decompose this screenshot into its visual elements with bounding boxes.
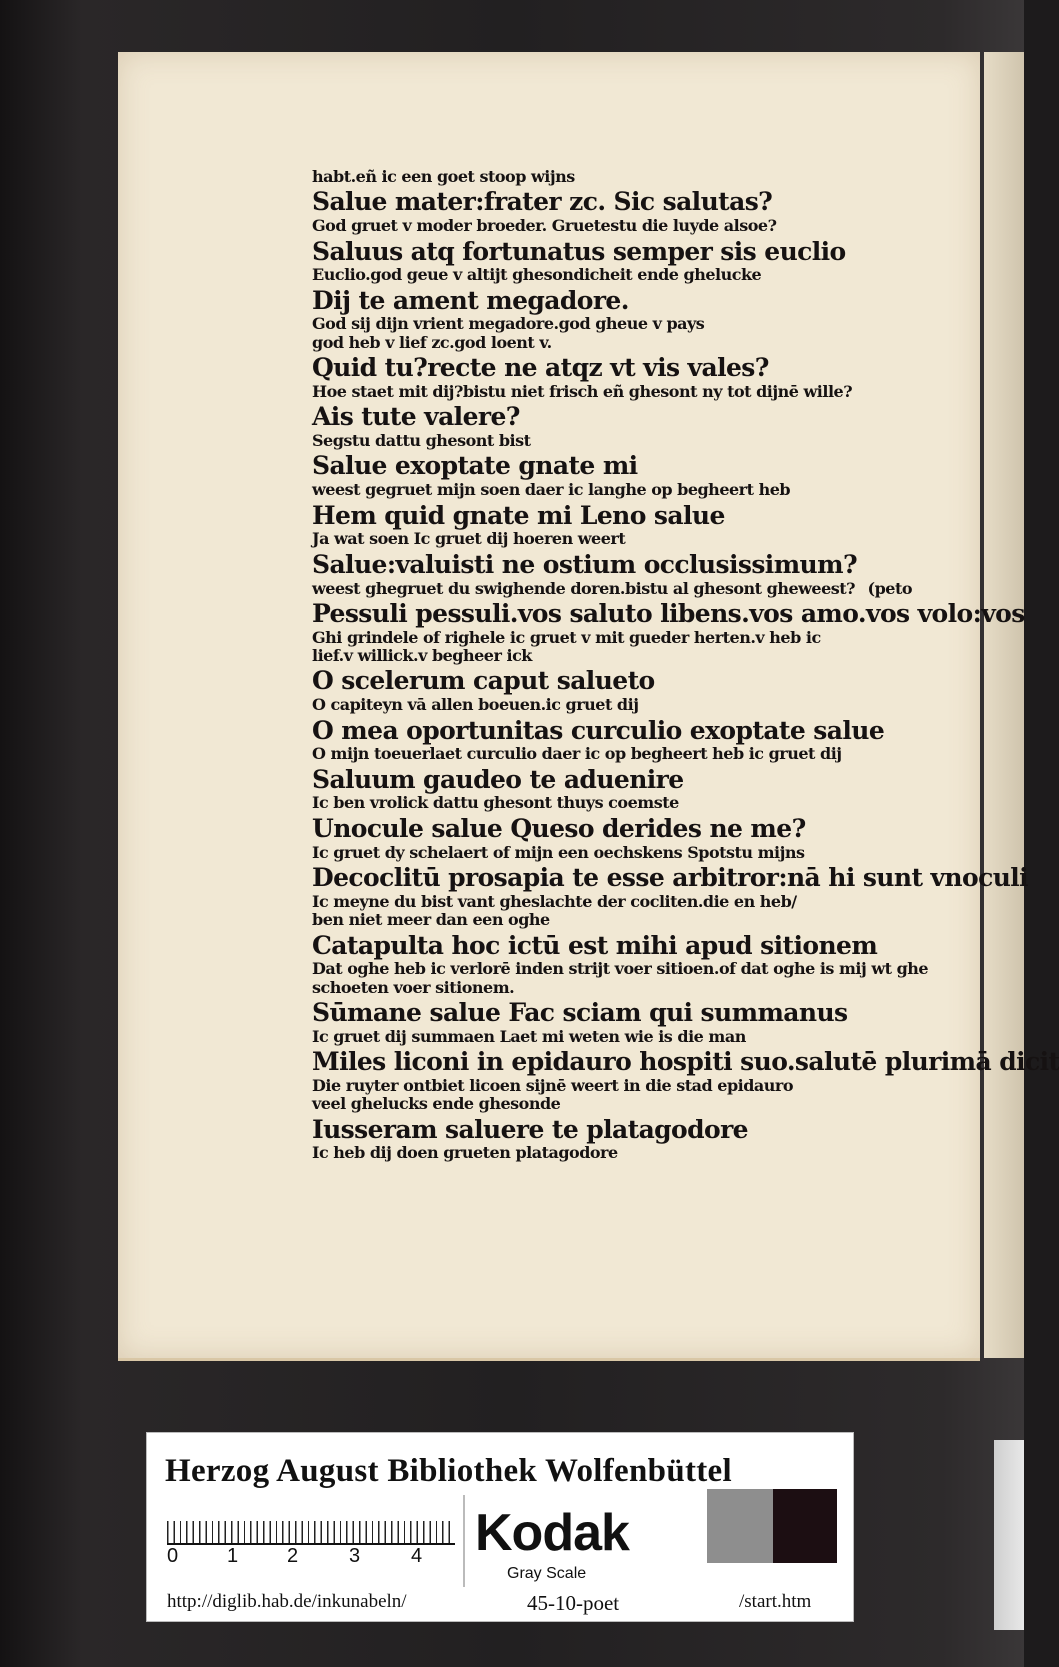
line-text: god heb v lief zc.god loent v. (312, 332, 552, 352)
ruler-scale (167, 1505, 455, 1545)
latin-line (312, 766, 912, 795)
gray-scale-label: Gray Scale (507, 1565, 587, 1582)
line-text: ben niet meer dan een oghe (312, 910, 550, 930)
latin-line (312, 863, 1029, 893)
url-id: 45-10-poet (527, 1591, 620, 1615)
line-text: Salue:valuisti ne ostium occlusissimum? (312, 549, 858, 579)
gray-swatch (707, 1489, 773, 1563)
line-text: Ic gruet dij summaen Laet mi weten wie is die man (312, 1026, 746, 1046)
ruler-number: 2 (287, 1545, 299, 1567)
line-text: Pessuli pessuli.vos saluto libens.vos amo.vos volo:vos (312, 598, 1025, 628)
latin-line (312, 598, 1025, 629)
dutch-line (312, 168, 912, 186)
dutch-line (312, 844, 912, 862)
latin-line (312, 188, 912, 217)
latin-line (312, 354, 912, 383)
latin-line (312, 1047, 1059, 1077)
dutch-line (312, 979, 912, 997)
line-text: Iusseram saluere te platagodore (312, 1114, 748, 1144)
line-text: Saluus atq fortunatus semper sis euclio (312, 236, 846, 266)
library-name: Herzog August Bibliothek Wolfenbüttel (165, 1453, 732, 1489)
dutch-line (312, 893, 912, 911)
line-text: Salue exoptate gnate mi (312, 451, 638, 481)
dutch-line (312, 334, 912, 352)
line-text: Quid tu?recte ne atqz vt vis vales? (312, 353, 769, 383)
latin-line (312, 502, 912, 531)
side-tab (994, 1440, 1024, 1630)
dutch-line (312, 266, 912, 284)
dutch-line (312, 530, 912, 548)
latin-line (312, 717, 912, 746)
dutch-line (312, 629, 912, 647)
line-text: Ic heb dij doen grueten platagodore (312, 1143, 618, 1163)
latin-line (312, 287, 912, 316)
latin-line (312, 551, 912, 580)
ruler-number: 1 (227, 1545, 239, 1567)
page-text (312, 167, 1059, 1163)
latin-line (312, 238, 912, 267)
latin-line (312, 452, 912, 481)
line-text: Dij te ament megadore. (312, 285, 629, 315)
line-text: weest gegruet mijn soen daer ic langhe op begheert heb (312, 480, 791, 500)
line-text: Miles liconi in epidauro hospiti suo.salutē plurimā dicit (312, 1047, 1059, 1077)
dutch-line (312, 1095, 912, 1113)
line-text: Salue mater:frater zc. Sic salutas? (312, 187, 773, 217)
line-text: Catapulta hoc ictū est mihi apud sitionem (312, 930, 878, 960)
dutch-line (312, 696, 912, 714)
ruler-number: 3 (349, 1545, 361, 1567)
dutch-line (312, 745, 912, 763)
line-text: Die ruyter ontbiet licoen sijnē weert in die stad epidauro (312, 1075, 794, 1095)
dutch-line (312, 481, 912, 499)
kodak-logo: Kodak (475, 1504, 629, 1562)
ruler-number: 4 (411, 1545, 423, 1567)
dutch-line (312, 794, 912, 812)
dutch-line (312, 959, 929, 979)
line-text: veel ghelucks ende ghesonde (312, 1094, 561, 1114)
line-text: Ic ben vrolick dattu ghesont thuys coemste (312, 793, 679, 813)
kodak-logo-box (463, 1495, 649, 1587)
url-left: http://diglib.hab.de/inkunabeln/ (167, 1591, 407, 1612)
dutch-line (312, 1077, 912, 1095)
dutch-line (312, 580, 912, 598)
ruler-numbers (167, 1545, 467, 1571)
line-text: Ais tute valere? (312, 402, 520, 432)
line-text: O mea oportunitas curculio exoptate salue (312, 715, 885, 745)
line-text: God gruet v moder broeder. Gruetestu die luyde alsoe? (312, 216, 777, 236)
adjacent-page-edge (984, 52, 1024, 1358)
line-text: Ja wat soen Ic gruet dij hoeren weert (312, 529, 626, 549)
line-text: O mijn toeuerlaet curculio daer ic op begheert heb ic gruet dij (312, 744, 842, 764)
line-text: Saluum gaudeo te aduenire (312, 764, 684, 794)
dutch-line (312, 217, 912, 235)
line-text: Hoe staet mit dij?bistu niet frisch eñ ghesont ny tot dijnē wille? (312, 381, 853, 401)
line-text: Ic gruet dy schelaert of mijn een oechskens Spotstu mijns (312, 842, 805, 862)
dutch-line (312, 1144, 912, 1162)
dutch-line (312, 383, 912, 401)
color-target-strip (146, 1432, 854, 1622)
dutch-line (312, 1028, 912, 1046)
line-text: Unocule salue Queso derides ne me? (312, 813, 806, 843)
line-text: Hem quid gnate mi Leno salue (312, 500, 725, 530)
line-text: Decoclitū prosapia te esse arbitror:nā hi sunt vnoculi (312, 863, 1029, 892)
latin-line (312, 932, 912, 961)
line-catchword: (peto (867, 578, 912, 598)
latin-line (312, 667, 912, 696)
latin-line (312, 815, 912, 844)
latin-line (312, 999, 912, 1028)
line-text: O scelerum caput salueto (312, 666, 655, 696)
line-text: Ic meyne du bist vant gheslachte der cocliten.die en heb/ (312, 891, 797, 911)
line-text: habt.eñ ic een goet stoop wijns (312, 167, 575, 186)
url-right: /start.htm (739, 1591, 812, 1612)
latin-line (312, 1116, 912, 1145)
dutch-line (312, 647, 912, 665)
latin-line (312, 403, 912, 432)
ruler-number: 0 (167, 1545, 179, 1567)
line-text: Ghi grindele of righele ic gruet v mit gueder herten.v heb ic (312, 627, 821, 647)
line-text: weest ghegruet du swighende doren.bistu al ghesont gheweest? (312, 578, 856, 598)
dutch-line (312, 432, 912, 450)
line-text: O capiteyn vā allen boeuen.ic gruet dij (312, 695, 639, 715)
line-text: Segstu dattu ghesont bist (312, 431, 531, 451)
line-text: lief.v willick.v begheer ick (312, 646, 532, 666)
line-text: Dat oghe heb ic verlorē inden strijt voer sitioen.of dat oghe is mij wt ghe (312, 959, 929, 979)
black-swatch (773, 1489, 837, 1563)
dutch-line (312, 315, 912, 333)
line-text: Sūmane salue Fac sciam qui summanus (312, 998, 848, 1028)
dutch-line (312, 911, 912, 929)
line-text: schoeten voer sitionem. (312, 977, 515, 997)
line-text: Euclio.god geue v altijt ghesondicheit ende ghelucke (312, 265, 762, 285)
line-text: God sij dijn vrient megadore.god gheue v pays (312, 314, 705, 334)
